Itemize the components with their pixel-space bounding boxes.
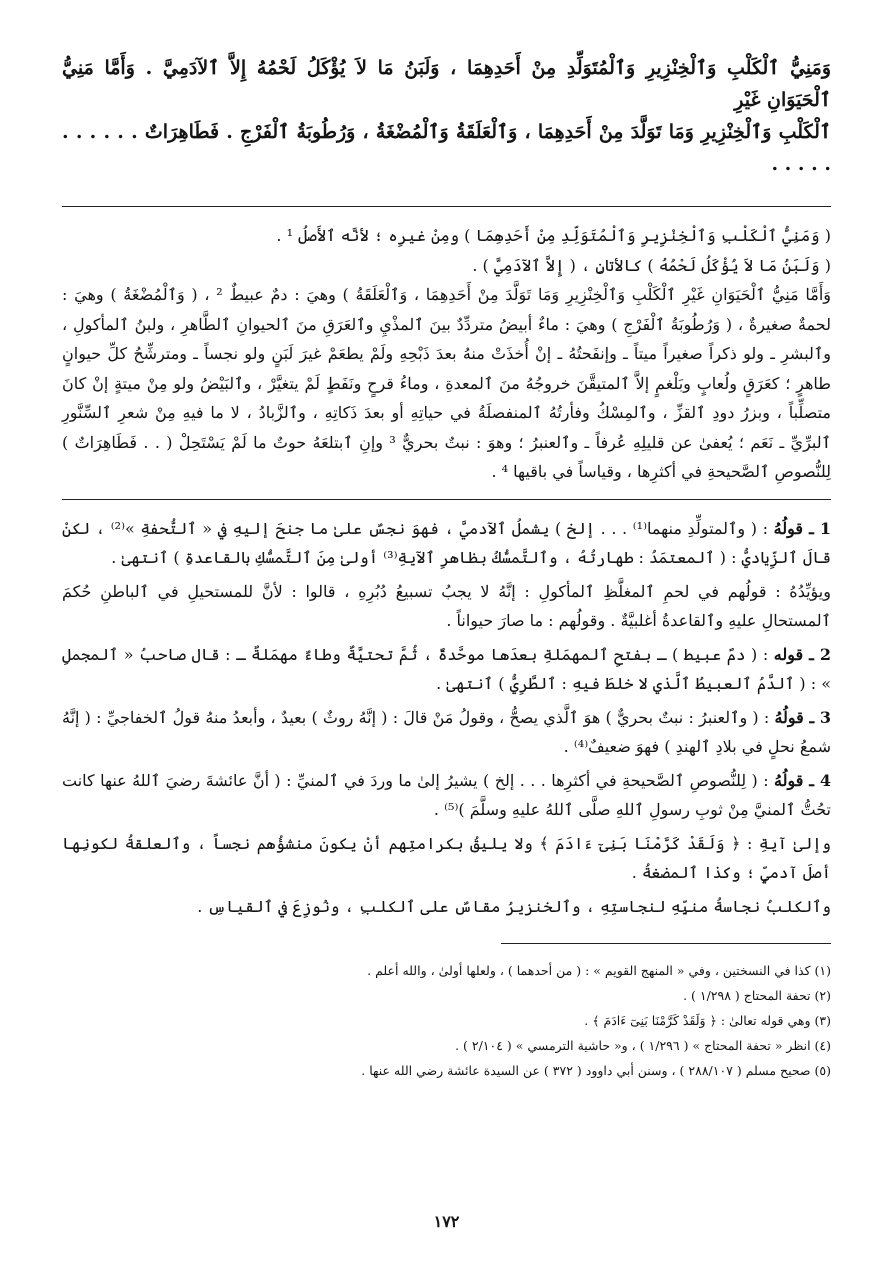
footnotes [62, 958, 831, 1083]
note-text: : ( وٱلمتولِّدِ منهما⁽¹⁾ . . . إلخ ) يشملُ ٱلآدميَّ ، فهوَ نجسٌ علىٰ ما جنحَ إليهِ في « ٱلتُّحفةِ »⁽²⁾ ، لكنْ قالَ ٱلزِّياديُّ : ( ٱلمعتمَدُ : طهارتُهُ ، وٱلتَّمسُّكُ بظاهرِ ٱلآيةِ⁽³⁾ أولىٰ مِنَ ٱلتَّمسُّكِ بالقاعدةِ ) ٱنتهىٰ . [62, 518, 831, 567]
footnote: (٤) انظر « تحفة المحتاج » ( ١/٢٩٦ ) ، و« حاشية الترمسي » ( ٢/١٠٤ ) . [455, 1037, 831, 1053]
section-divider [62, 206, 831, 207]
footnote: (١) كذا في النسختين ، وفي « المنهج القويم » : ( من أحدهما ) ، ولعلها أولىٰ ، والله أعلم . [367, 962, 831, 978]
main-text-line: ٱلْكَلْبِ وَٱلْخِنْزِيرِ وَمَا تَوَلَّدَ مِنْ أَحَدِهِمَا ، وَٱلْعَلَقَةُ وَٱلْمُضْغَةُ ، وَرُطُوبَةُ ٱلْفَرْجِ . فَطَاهِرَاتٌ . . . . . . . . . . . [62, 121, 831, 175]
note-heading: 1 ـ قولُهُ [773, 518, 831, 538]
page-number: ١٧٢ [433, 1212, 460, 1231]
note-3 [62, 703, 831, 761]
section-divider [62, 499, 831, 500]
note-1 [62, 514, 831, 572]
note-4 [62, 766, 831, 824]
note-4-continued: وٱلكلبُ نجاسةُ منيِّهِ لنجاستِهِ ، وٱلخنزيرُ مقاسٌ على ٱلكلبِ ، ونُوزِعَ في ٱلقياسِ . [197, 896, 831, 916]
note-text: : ( دمٌ عبيط ) ـ بفتحِ ٱلمهمَلةِ بعدَها موحَّدةٌ ، ثُمَّ تحتيَّةٌ وطاءٌ مهمَلةٌ ـ : قال صاحبُ « ٱلمجملِ » : ( ٱلدَّمُ ٱلعبيطُ ٱلَّذي لا خلطَ فيهِ : ٱلطَّرِيُّ ) ٱنتهىٰ . [62, 644, 831, 693]
note-heading: 3 ـ قولُهُ [774, 707, 832, 727]
note-4-continued: وإلىٰ آيةِ : ﴿ وَلَقَدْ كَرَّمْنَا بَنِىٓ ءَادَمَ ﴾ ولا يليقُ بكرامتِهم أنْ يكونَ منشؤُهم نجساً ، وٱلعلقةُ لكونِها أصلَ آدميٍّ ؛ وكذا ٱلمضغةُ . [62, 833, 831, 882]
footnote: (٣) وهي قوله تعالىٰ : ﴿ وَلَقَدْ كَرَّمْنَا بَنِىٓ ءَادَمَ ﴾ . [584, 1012, 831, 1028]
footnote-divider [501, 943, 831, 944]
note-heading: 4 ـ قولُهُ [774, 770, 831, 790]
marginal-notes [62, 514, 831, 921]
commentary-paragraph: ( وَلَبَنُ مَا لاَ يُؤْكَلُ لَحْمُهُ ) كالأتانِ ، ( إِلاَّ ٱلآدَمِيَّ ) . [472, 255, 831, 275]
main-text-line: وَمَنِيُّ ٱلْكَلْبِ وَٱلْخِنْزِيرِ وَٱلْمُتَوَلِّدِ مِنْ أَحَدِهِمَا ، وَلَبَنُ مَا لاَ يُؤْكَلُ لَحْمُهُ إِلاَّ ٱلآدَمِيَّ . وَأَمَّا مَنِيُّ ٱلْحَيَوَانِ غَيْرِ [62, 57, 831, 111]
note-2 [62, 640, 831, 698]
commentary-paragraph: ( وَمَنِيُّ ٱلْكَلْبِ وَٱلْخِنْزِيرِ وَٱلْمُتَوَلِّدِ مِنْ أَحَدِهِمَا ) ومِنْ غيرِه ؛ لأنَّه ٱلأَصلُ ¹ . [276, 226, 831, 245]
commentary-paragraph: وَأَمَّا مَنِيُّ ٱلْحَيَوَانِ غَيْرِ ٱلْكَلْبِ وَٱلْخِنْزِيرِ وَمَا تَوَلَّدَ مِنْ أَحَدِهِمَا ، وَٱلْعَلَقَةُ ) وهيَ : دمٌ عبيطٌ ² ، ( وَٱلْمُضْغَةُ ) وهيَ : لحمةٌ صغيرةٌ ، ( وَرُطُوبَةُ ٱلْفَرْجِ ) وهيَ : ماءٌ أبيضُ متردِّدٌ بينَ ٱلمذْيِ وٱلعَرَقِ منَ ٱلحيوانِ ٱلطَّاهرِ ، ولبنُ ٱلمأكولِ ، وٱلبشرِ ـ ولو ذكراً صغيراً ميتاً ـ وإنفَحتُهُ ـ إنْ أُخذَتْ منهُ بعدَ ذَبْحِهِ ولَمْ يطعَمْ غيرَ لَبَنٍ ولو نجساً ـ ومترشِّحُ كلِّ حيوانٍ طاهرٍ ؛ كعَرَقٍ ولُعابٍ وبَلْغمٍ إلاَّ ٱلمتيقَّنَ خروجُهُ منَ ٱلمعدةِ ، وماءُ قرحٍ ونَفَطٍ لَمْ يتغيَّرْ ، وٱلبَيْضُ ولو مِنْ ميتةٍ إنْ كانَ متصلِّباً ، وبزرُ دودِ ٱلقزِّ ، وٱلمِسْكُ وفأرتُهُ ٱلمنفصلَةُ في حياتِهِ أو بعدَ ذَكاتِهِ ، وٱلزَّبادُ ، لا ما فيهِ مِنْ شعرِ ٱلسِّنَّورِ ٱلبرِّيِّ ـ نَعَم ؛ يُعفىٰ عن قليلِهِ عُرفاً ـ وٱلعنبرُ ؛ وهوَ : نبتٌ بحريٌّ ³ وإنِ ٱبتلعَهُ حوتٌ ما لَمْ يَسْتَحِلْ ( . . فَطَاهِرَاتٌ ) لِلنُّصوصِ ٱلصَّحيحةِ في أكثرِها ، وقياساً في باقيها ⁴ . [62, 285, 832, 481]
note-text: : ( وٱلعنبرُ : نبتٌ بحريٌّ ) هوَ ٱلَّذي يصحُّ ، وقولُ مَنْ قالَ : ( إنَّهُ روثٌ ) بعيدٌ ، وأبعدُ منهُ قولُ ٱلخفاجيِّ : ( إنَّهُ شمعُ نحلٍ في بلادِ ٱلهندِ ) فهوَ ضعيفٌ⁽⁴⁾ . [62, 707, 831, 756]
footnote: (٢) تحفة المحتاج ( ١/٢٩٨ ) . [683, 987, 831, 1003]
commentary [62, 221, 831, 487]
note-heading: 2 ـ قوله [773, 644, 831, 664]
note-text: : ( لِلنُّصوصِ ٱلصَّحيحةِ في أكثرِها . . . إلخ ) يشيرُ إلىٰ ما وردَ في ٱلمنيِّ : ( أنَّ عائشةَ رضيَ ٱللهُ عنها كانت تحُتُّ ٱلمنيَّ مِنْ ثوبِ رسولِ ٱللهِ صلَّى ٱللهُ عليهِ وسلَّمَ )⁽⁵⁾ . [62, 770, 831, 819]
note-1-continued: ويؤيِّدُهُ : قولُهم في لحمِ ٱلمغلَّظِ ٱلمأكولِ : إنَّهُ لا يجبُ تسبيعُ دُبُرِهِ ، قالوا : لأنَّ للمستحيلِ في ٱلباطنِ حُكمَ ٱلمستحالِ عليهِ وٱلقاعدةُ أغلبيَّةٌ . وقولُهم : ما صارَ حيواناً . [62, 581, 831, 630]
main-text [62, 52, 831, 180]
footnote: (٥) صحيح مسلم ( ٢٨٨/١٠٧ ) ، وسنن أبي داوود ( ٣٧٢ ) عن السيدة عائشة رضي الله عنها . [361, 1062, 831, 1078]
